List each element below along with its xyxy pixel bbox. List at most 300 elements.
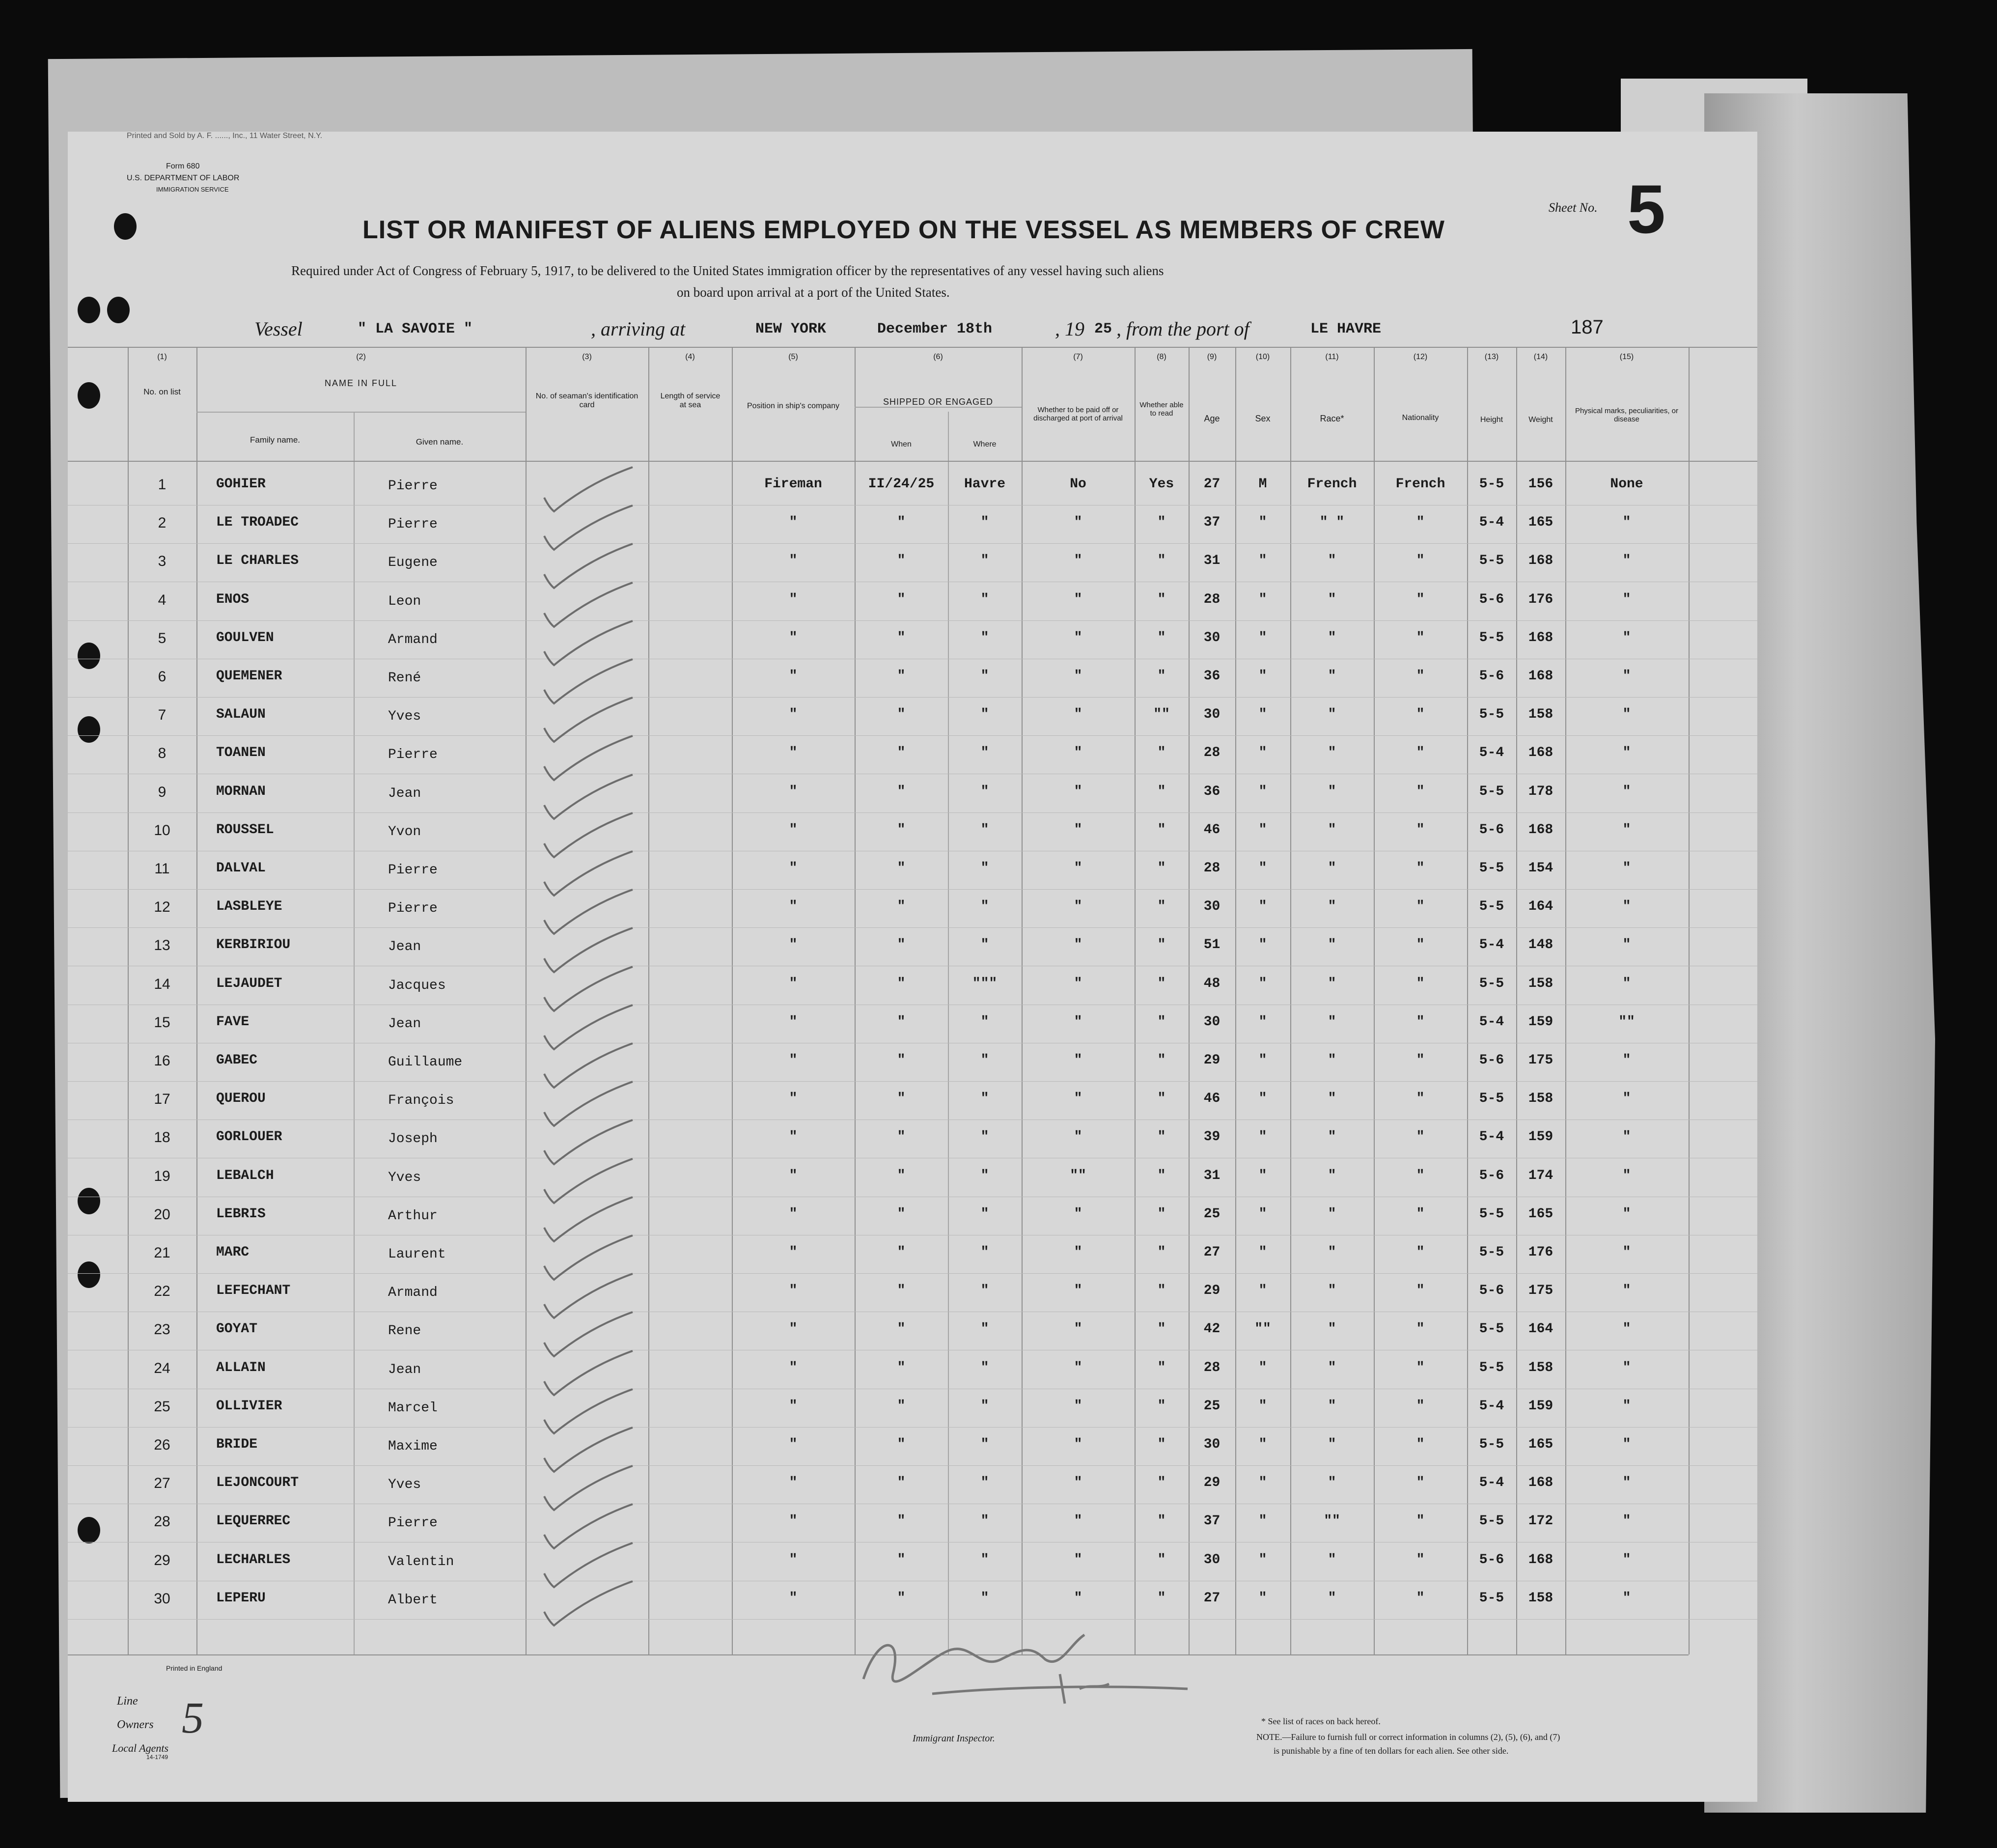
cell-when: " [897, 1437, 906, 1452]
cell-where: " [980, 1091, 989, 1107]
cell-weight: 178 [1528, 784, 1553, 799]
cell-nationality: " [1416, 1014, 1425, 1030]
cell-read: " [1157, 1091, 1166, 1107]
cell-paid: "" [1070, 1168, 1086, 1183]
cell-physical: " [1622, 553, 1631, 569]
cell-paid: " [1074, 1053, 1082, 1068]
cell-physical: " [1622, 1475, 1631, 1491]
cell-physical: " [1622, 745, 1631, 761]
cell-age: 42 [1203, 1321, 1220, 1337]
checkmark-icon [534, 1577, 647, 1631]
cell-when: " [897, 976, 906, 991]
cell-sex: "" [1254, 1321, 1271, 1337]
cell-position: " [789, 630, 798, 645]
cell-sex: " [1258, 1014, 1267, 1030]
cell-position: Fireman [764, 476, 822, 492]
cell-read: Yes [1149, 476, 1174, 492]
cell-read: " [1157, 1360, 1166, 1375]
cell-read: " [1157, 1513, 1166, 1529]
punch-hole [78, 1188, 100, 1214]
cell-family: LE TROADEC [216, 515, 299, 531]
cell-when: " [897, 1475, 906, 1491]
row-number: 9 [158, 784, 166, 800]
column-number: (10) [1255, 353, 1270, 361]
cell-given: Yvon [388, 824, 421, 840]
column-number: (15) [1619, 353, 1634, 361]
row-number: 28 [154, 1513, 170, 1530]
cell-sex: " [1258, 1129, 1267, 1145]
cell-paid: " [1074, 745, 1082, 761]
cell-where: " [980, 707, 989, 723]
cell-position: " [789, 1321, 798, 1337]
agents-code: 14-1749 [146, 1754, 168, 1761]
cell-where: " [980, 745, 989, 761]
line-label: Line [117, 1695, 138, 1708]
cell-read: " [1157, 1206, 1166, 1222]
cell-sex: " [1258, 976, 1267, 991]
cell-height: 5-5 [1479, 707, 1504, 723]
cell-height: 5-6 [1479, 669, 1504, 684]
cell-position: " [789, 591, 798, 607]
cell-age: 29 [1203, 1283, 1220, 1299]
cell-paid: " [1074, 1091, 1082, 1107]
cell-family: LEJAUDET [216, 976, 282, 991]
header-seaman-card: No. of seaman's identification card [535, 392, 638, 409]
row-number: 25 [154, 1398, 170, 1415]
cell-position: " [789, 707, 798, 723]
cell-given: Eugene [388, 555, 438, 571]
cell-family: SALAUN [216, 707, 266, 723]
year-prefix: , 19 [1055, 318, 1084, 340]
cell-height: 5-6 [1479, 1053, 1504, 1068]
header-position: Position in ship's company [747, 402, 840, 410]
cell-height: 5-4 [1479, 937, 1504, 953]
header-sex: Sex [1255, 414, 1271, 423]
cell-paid: " [1074, 1590, 1082, 1606]
footnote-1: * See list of races on back hereof. [1261, 1716, 1381, 1726]
cell-family: LECHARLES [216, 1552, 291, 1568]
cell-family: LEPERU [216, 1590, 266, 1606]
cell-physical: " [1622, 1091, 1631, 1107]
cell-family: GOHIER [216, 476, 266, 492]
cell-nationality: " [1416, 1168, 1425, 1183]
cell-physical: " [1622, 822, 1631, 838]
cell-weight: 168 [1528, 745, 1553, 761]
cell-height: 5-5 [1479, 1513, 1504, 1529]
cell-physical: " [1622, 1360, 1631, 1375]
cell-paid: No [1070, 476, 1086, 492]
row-number: 20 [154, 1206, 170, 1223]
cell-paid: " [1074, 1283, 1082, 1299]
cell-physical: " [1622, 1283, 1631, 1299]
header-race: Race* [1320, 414, 1344, 423]
cell-family: MARC [216, 1245, 250, 1260]
cell-when: " [897, 1168, 906, 1183]
cell-read: " [1157, 937, 1166, 953]
column-number: (2) [356, 353, 366, 361]
cell-given: Guillaume [388, 1055, 463, 1070]
cell-read: " [1157, 1321, 1166, 1337]
cell-when: " [897, 1360, 906, 1375]
cell-nationality: " [1416, 630, 1425, 645]
cell-where: " [980, 861, 989, 876]
cell-position: " [789, 1053, 798, 1068]
inspector-label: Immigrant Inspector. [913, 1733, 995, 1744]
cell-nationality: " [1416, 553, 1425, 569]
cell-height: 5-4 [1479, 1014, 1504, 1030]
column-number: (7) [1073, 353, 1083, 361]
cell-family: OLLIVIER [216, 1398, 282, 1414]
cell-when: " [897, 1398, 906, 1414]
cell-where: " [980, 1552, 989, 1568]
cell-weight: 164 [1528, 899, 1553, 915]
punch-hole [78, 1261, 100, 1288]
cell-read: " [1157, 745, 1166, 761]
cell-when: " [897, 822, 906, 838]
cell-race: " [1328, 669, 1336, 684]
cell-height: 5-5 [1479, 899, 1504, 915]
header-length-service: Length of service at sea [660, 392, 721, 409]
cell-weight: 154 [1528, 861, 1553, 876]
cell-race: " [1328, 1168, 1336, 1183]
cell-position: " [789, 1552, 798, 1568]
cell-physical: " [1622, 1552, 1631, 1568]
cell-read: " [1157, 591, 1166, 607]
subtitle-line-2: on board upon arrival at a port of the United States. [677, 285, 950, 300]
row-number: 4 [158, 591, 166, 608]
sheet-label: Sheet No. [1549, 200, 1598, 215]
column-number: (4) [685, 353, 695, 361]
cell-race: " " [1319, 515, 1345, 531]
cell-age: 31 [1203, 553, 1220, 569]
cell-given: Jean [388, 785, 421, 801]
cell-read: " [1157, 899, 1166, 915]
cell-age: 36 [1203, 784, 1220, 799]
cell-height: 5-5 [1479, 1590, 1504, 1606]
cell-age: 27 [1203, 476, 1220, 492]
cell-sex: " [1258, 784, 1267, 799]
column-number: (14) [1533, 353, 1548, 361]
cell-read: " [1157, 1245, 1166, 1260]
cell-height: 5-5 [1479, 1321, 1504, 1337]
row-number: 23 [154, 1321, 170, 1338]
cell-paid: " [1074, 899, 1082, 915]
row-number: 7 [158, 707, 166, 724]
from-label: , from the port of [1116, 318, 1249, 340]
cell-read: " [1157, 1014, 1166, 1030]
cell-nationality: " [1416, 1283, 1425, 1299]
cell-paid: " [1074, 1129, 1082, 1145]
cell-given: Jean [388, 1016, 421, 1032]
cell-weight: 168 [1528, 1552, 1553, 1568]
cell-given: Armand [388, 632, 438, 647]
cell-read: " [1157, 515, 1166, 531]
row-number: 11 [154, 861, 170, 877]
cell-read: " [1157, 976, 1166, 991]
header-when: When [891, 440, 912, 448]
column-number: (3) [582, 353, 592, 361]
cell-when: " [897, 1590, 906, 1606]
cell-sex: " [1258, 515, 1267, 531]
cell-race: " [1328, 1014, 1336, 1030]
cell-paid: " [1074, 784, 1082, 799]
row-number: 29 [154, 1552, 170, 1568]
cell-race: French [1307, 476, 1357, 492]
cell-height: 5-5 [1479, 1091, 1504, 1107]
cell-read: " [1157, 1129, 1166, 1145]
cell-where: " [980, 1129, 989, 1145]
cell-position: " [789, 937, 798, 953]
cell-where: " [980, 822, 989, 838]
cell-position: " [789, 1437, 798, 1452]
cell-physical: " [1622, 1206, 1631, 1222]
cell-nationality: " [1416, 1513, 1425, 1529]
cell-physical: " [1622, 1437, 1631, 1452]
header-height: Height [1480, 416, 1503, 424]
cell-age: 37 [1203, 515, 1220, 531]
cell-sex: " [1258, 1091, 1267, 1107]
row-rule [68, 1465, 1757, 1466]
cell-height: 5-6 [1479, 1283, 1504, 1299]
printed-in-note: Printed in England [166, 1664, 222, 1672]
cell-sex: " [1258, 1437, 1267, 1452]
cell-age: 36 [1203, 669, 1220, 684]
cell-age: 37 [1203, 1513, 1220, 1529]
owners-handwritten-value: 5 [182, 1694, 204, 1742]
cell-where: " [980, 1513, 989, 1529]
cell-physical: " [1622, 899, 1631, 915]
cell-nationality: " [1416, 937, 1425, 953]
cell-when: " [897, 899, 906, 915]
manifest-sheet [68, 132, 1757, 1802]
cell-height: 5-5 [1479, 1245, 1504, 1260]
cell-family: BRIDE [216, 1437, 258, 1452]
cell-paid: " [1074, 707, 1082, 723]
cell-when: " [897, 1129, 906, 1145]
cell-position: " [789, 899, 798, 915]
cell-where: """ [972, 976, 998, 991]
cell-position: " [789, 784, 798, 799]
cell-race: " [1328, 976, 1336, 991]
cell-position: " [789, 669, 798, 684]
cell-nationality: " [1416, 1590, 1425, 1606]
row-number: 15 [154, 1014, 170, 1031]
header-nationality: Nationality [1402, 414, 1439, 422]
cell-sex: " [1258, 1360, 1267, 1375]
row-number: 10 [154, 822, 170, 839]
row-number: 2 [158, 515, 166, 532]
cell-read: " [1157, 1437, 1166, 1452]
cell-when: " [897, 1245, 906, 1260]
row-rule [68, 543, 1757, 544]
cell-when: " [897, 630, 906, 645]
cell-when: " [897, 1091, 906, 1107]
cell-nationality: " [1416, 1206, 1425, 1222]
cell-when: " [897, 784, 906, 799]
cell-age: 46 [1203, 1091, 1220, 1107]
cell-given: Laurent [388, 1247, 446, 1262]
cell-family: MORNAN [216, 784, 266, 799]
cell-nationality: " [1416, 745, 1425, 761]
punch-hole [78, 716, 100, 743]
cell-physical: None [1610, 476, 1643, 492]
row-rule [68, 1081, 1757, 1082]
cell-weight: 148 [1528, 937, 1553, 953]
cell-age: 39 [1203, 1129, 1220, 1145]
cell-physical: " [1622, 861, 1631, 876]
cell-nationality: " [1416, 515, 1425, 531]
row-number: 17 [154, 1091, 170, 1108]
cell-paid: " [1074, 1398, 1082, 1414]
cell-race: " [1328, 1398, 1336, 1414]
cell-height: 5-5 [1479, 476, 1504, 492]
cell-given: Albert [388, 1592, 438, 1608]
department: U.S. DEPARTMENT OF LABOR [127, 174, 240, 182]
cell-where: " [980, 1053, 989, 1068]
cell-nationality: " [1416, 1552, 1425, 1568]
cell-paid: " [1074, 1245, 1082, 1260]
header-given-name: Given name. [416, 437, 464, 447]
cell-given: Yves [388, 709, 421, 725]
cell-physical: " [1622, 1245, 1631, 1260]
document-title: LIST OR MANIFEST OF ALIENS EMPLOYED ON THE VESSEL AS MEMBERS OF CREW [362, 216, 1445, 244]
cell-age: 46 [1203, 822, 1220, 838]
cell-physical: " [1622, 591, 1631, 607]
cell-weight: 168 [1528, 669, 1553, 684]
cell-sex: " [1258, 1475, 1267, 1491]
cell-race: " [1328, 1206, 1336, 1222]
header-shipped-engaged: SHIPPED OR ENGAGED [883, 397, 994, 407]
row-number: 24 [154, 1360, 170, 1376]
cell-weight: 176 [1528, 1245, 1553, 1260]
cell-nationality: " [1416, 899, 1425, 915]
cell-given: Armand [388, 1285, 438, 1301]
cell-age: 28 [1203, 745, 1220, 761]
cell-paid: " [1074, 669, 1082, 684]
cell-height: 5-6 [1479, 1168, 1504, 1183]
cell-position: " [789, 1245, 798, 1260]
cell-sex: " [1258, 822, 1267, 838]
owners-label: Owners [117, 1718, 154, 1731]
cell-position: " [789, 1014, 798, 1030]
cell-read: " [1157, 1475, 1166, 1491]
row-number: 5 [158, 630, 166, 646]
cell-read: " [1157, 669, 1166, 684]
cell-where: " [980, 669, 989, 684]
cell-read: " [1157, 1398, 1166, 1414]
sheet-number: 5 [1627, 170, 1665, 248]
cell-race: " [1328, 591, 1336, 607]
row-number: 21 [154, 1245, 170, 1261]
cell-nationality: " [1416, 1053, 1425, 1068]
cell-where: " [980, 1245, 989, 1260]
cell-given: Pierre [388, 478, 438, 494]
cell-weight: 159 [1528, 1129, 1553, 1145]
cell-given: Pierre [388, 863, 438, 878]
cell-family: LEJONCOURT [216, 1475, 299, 1491]
cell-age: 30 [1203, 630, 1220, 645]
cell-nationality: " [1416, 822, 1425, 838]
cell-age: 27 [1203, 1590, 1220, 1606]
row-number: 8 [158, 745, 166, 762]
cell-nationality: " [1416, 669, 1425, 684]
header-weight: Weight [1528, 416, 1553, 424]
cell-paid: " [1074, 822, 1082, 838]
cell-family: FAVE [216, 1014, 250, 1030]
cell-nationality: " [1416, 1360, 1425, 1375]
cell-family: LASBLEYE [216, 899, 282, 915]
cell-position: " [789, 745, 798, 761]
row-rule [68, 1427, 1757, 1428]
cell-paid: " [1074, 1206, 1082, 1222]
cell-paid: " [1074, 630, 1082, 645]
cell-family: LEQUERREC [216, 1513, 291, 1529]
cell-physical: " [1622, 1168, 1631, 1183]
cell-physical: " [1622, 976, 1631, 991]
cell-age: 31 [1203, 1168, 1220, 1183]
cell-family: ALLAIN [216, 1360, 266, 1375]
column-number: (8) [1157, 353, 1166, 361]
column-number: (9) [1207, 353, 1217, 361]
cell-sex: " [1258, 1513, 1267, 1529]
arriving-port: NEW YORK [755, 321, 827, 337]
cell-race: " [1328, 1245, 1336, 1260]
cell-read: " [1157, 822, 1166, 838]
column-number: (5) [788, 353, 798, 361]
cell-height: 5-5 [1479, 1360, 1504, 1375]
cell-when: " [897, 515, 906, 531]
cell-paid: " [1074, 976, 1082, 991]
header-physical-marks: Physical marks, peculiarities, or disease [1575, 407, 1679, 423]
cell-family: LEBALCH [216, 1168, 274, 1183]
header-where: Where [973, 440, 997, 448]
cell-sex: " [1258, 937, 1267, 953]
cell-age: 29 [1203, 1475, 1220, 1491]
cell-where: " [980, 1360, 989, 1375]
cell-race: " [1328, 1053, 1336, 1068]
cell-when: " [897, 1321, 906, 1337]
subtitle-line-1: Required under Act of Congress of February 5, 1917, to be delivered to the United States immigration officer by the representatives of any vessel having such aliens [291, 263, 1164, 278]
printer-line: Printed and Sold by A. F. ......, Inc., 11 Water Street, N.Y. [127, 132, 323, 140]
cell-race: " [1328, 1437, 1336, 1452]
form-number: Form 680 [166, 162, 200, 170]
cell-read: "" [1153, 707, 1170, 723]
cell-height: 5-4 [1479, 1398, 1504, 1414]
cell-where: " [980, 1590, 989, 1606]
cell-weight: 175 [1528, 1283, 1553, 1299]
cell-where: " [980, 1168, 989, 1183]
cell-height: 5-6 [1479, 1552, 1504, 1568]
cell-family: GOULVEN [216, 630, 274, 645]
cell-paid: " [1074, 553, 1082, 569]
footnote-3: is punishable by a fine of ten dollars for each alien. See other side. [1274, 1746, 1509, 1756]
cell-position: " [789, 515, 798, 531]
column-number: (1) [157, 353, 167, 361]
column-number: (6) [933, 353, 943, 361]
cell-when: " [897, 1283, 906, 1299]
cell-weight: 158 [1528, 1590, 1553, 1606]
cell-paid: " [1074, 1360, 1082, 1375]
cell-age: 25 [1203, 1206, 1220, 1222]
cell-where: " [980, 591, 989, 607]
cell-sex: " [1258, 1590, 1267, 1606]
cell-when: " [897, 707, 906, 723]
cell-race: " [1328, 745, 1336, 761]
cell-nationality: " [1416, 784, 1425, 799]
cell-given: Pierre [388, 1515, 438, 1531]
vessel-label: Vessel [254, 318, 303, 340]
cell-weight: 159 [1528, 1014, 1553, 1030]
